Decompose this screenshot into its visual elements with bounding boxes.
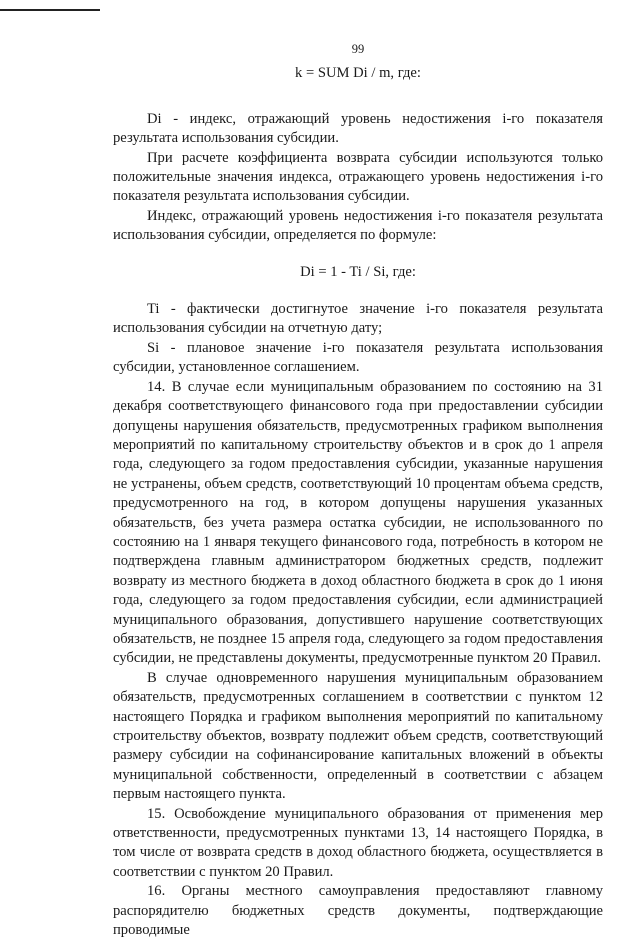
paragraph-ti-definition: Ti - фактически достигнутое значение i-го показателя результата использования субсидии на отчетную дату;: [113, 301, 603, 337]
formula-k: k = SUM Di / m, где:: [295, 65, 421, 82]
paragraph-16: 16. Органы местного самоуправления предоставляют главному распорядителю бюджетных средств документы, подтверждающие проводимые: [113, 883, 603, 939]
page-number: 99: [351, 42, 365, 56]
paragraph-positive-values: При расчете коэффициента возврата субсидии используются только положительные значения индекса, отражающего уровень недостижения i-го показателя результата использования субсидии.: [113, 149, 603, 205]
paragraph-14: 14. В случае если муниципальным образованием по состоянию на 31 декабря соответствующего финансового года при предоставлении субсидии допущены нарушения обязательств, предусмотренных графиком выполнения мероприятий по капитальному строительству объектов и в срок до 1 апреля года, следующего за годом предоставления субсидии, указанные нарушения не устранены, объем средств, соответствующий 10 процентам объема средств, предусмотренного на год, в котором допущены нарушения указанных обязательств, без учета размера остатка субсидии, не использованного по состоянию на 1 января текущего финансового года, потребность в котором не подтверждена главным администратором бюджетных средств, подлежит возврату из местного бюджета в доход областного бюджета в срок до 1 июня года, следующего за годом предоставления субсидии, если администрацией муниципального образования, допустившего нарушение соответствующих обязательств, не позднее 15 апреля года, следующего за годом предоставления субсидии, не представлены документы, предусмотренные пунктом 20 Правил.: [113, 378, 603, 667]
header-rule: [0, 9, 100, 11]
paragraph-15: 15. Освобождение муниципального образования от применения мер ответственности, предусмотренных пунктами 13, 14 настоящего Порядка, в том числе от возврата средств в доход областного бюджета, осуществляется в соответствии с пунктом 20 Правил.: [113, 805, 603, 880]
paragraph-si-definition: Si - плановое значение i-го показателя результата использования субсидии, установленное соглашением.: [113, 339, 603, 376]
paragraph-simultaneous-violation: В случае одновременного нарушения муниципальным образованием обязательств, предусмотренных соглашением в соответствии с пунктом 12 настоящего Порядка и графиком выполнения мероприятий по капитальному строительству объектов, возврату подлежит объем средств, соответствующий размеру субсидии на софинансирование капитальных вложений в объекты муниципальной собственности, определенный в соответствии с абзацем первым настоящего пункта.: [113, 669, 603, 803]
paragraph-index-formula-intro: Индекс, отражающий уровень недостижения i-го показателя результата использования субсидии, определяется по формуле:: [113, 207, 603, 244]
document-page: [113, 40, 603, 940]
paragraph-di-definition: Di - индекс, отражающий уровень недостижения i-го показателя результата использования субсидии.: [113, 110, 603, 147]
formula-di: Di = 1 - Ti / Si, где:: [300, 263, 416, 280]
